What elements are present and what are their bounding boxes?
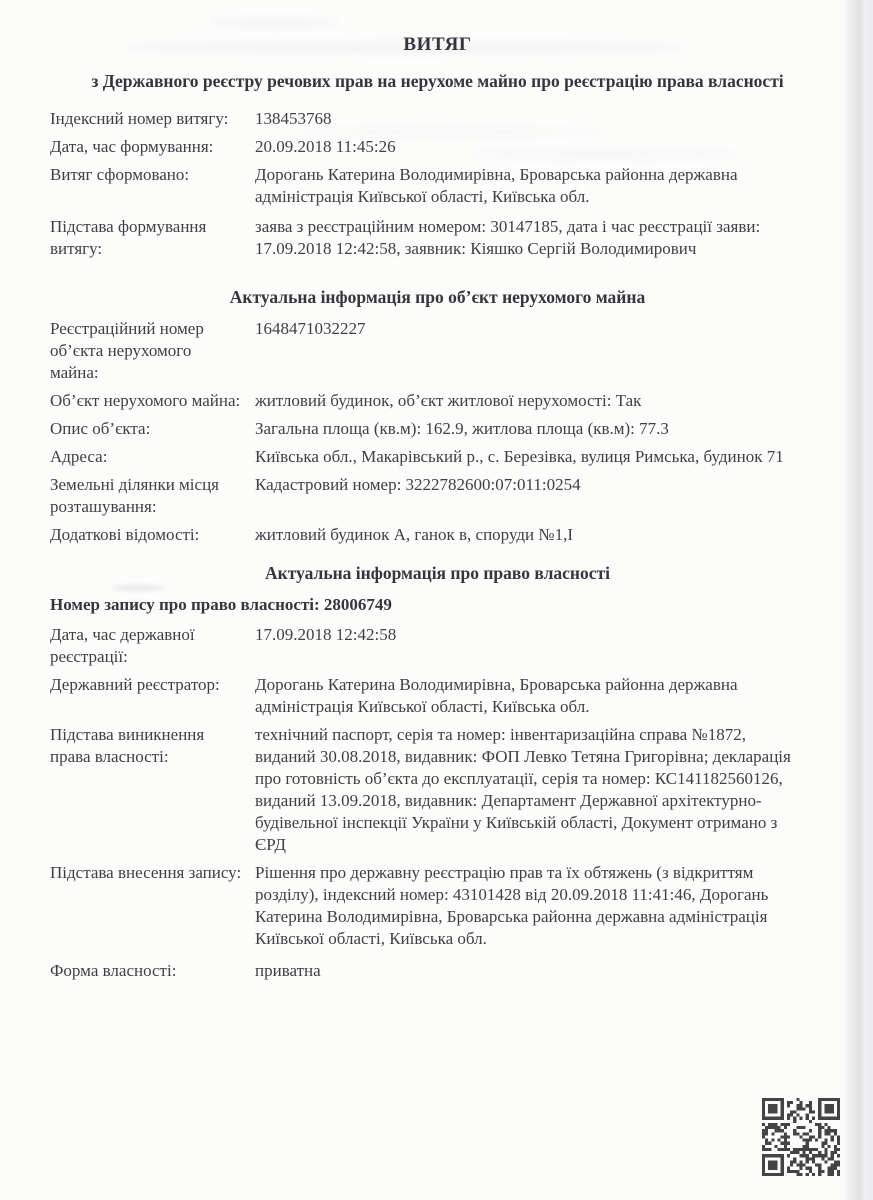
field-label: Опис об’єкта: (50, 419, 151, 438)
field-row-registration-number (50, 318, 825, 384)
field-label: Адреса: (50, 447, 108, 466)
field-label: Земельні ділянки місця розташування: (50, 475, 219, 516)
field-label: Форма власності: (50, 961, 177, 980)
field-row-object-description (50, 418, 825, 440)
field-value: приватна (255, 961, 321, 980)
field-row-state-registrar (50, 674, 825, 718)
ownership-section-heading: Актуальна інформація про право власності (265, 563, 610, 583)
field-value: технічний паспорт, серія та номер: інвентаризаційна справа №1872, виданий 30.08.2018, видавник: ФОП Левко Тетяна Григорівна; декларація про готовність об’єкта до експлуатації, серія та номер: КС141182560126, виданий 13.09.2018, видавник: Департамент Державної архітектурно-будівельної інспекції України у Київській області, Документ отримано з ЄРД (255, 725, 791, 854)
field-value: заява з реєстраційним номером: 30147185, дата і час реєстрації заяви: 17.09.2018 12:42:58, заявник: Кіяшко Сергій Володимирович (255, 217, 761, 258)
ownership-fields (50, 624, 825, 982)
field-row-record-entry-basis (50, 862, 825, 950)
property-fields (50, 318, 825, 546)
field-row-property-object (50, 390, 825, 412)
field-label: Підстава внесення запису: (50, 863, 242, 882)
field-value: житловий будинок, об’єкт житлової нерухомості: Так (255, 391, 642, 410)
field-label: Додаткові відомості: (50, 525, 200, 544)
field-value: 138453768 (255, 109, 332, 128)
field-row-index-number (50, 108, 825, 130)
ownership-record-number: Номер запису про право власності: 28006749 (50, 595, 392, 614)
field-label: Об’єкт нерухомого майна: (50, 391, 241, 410)
field-row-formed-by (50, 164, 825, 208)
field-value: Дорогань Катерина Володимирівна, Броварська районна державна адміністрація Київської області, Київська обл. (255, 165, 738, 206)
field-row-formation-basis (50, 216, 825, 260)
field-value: Київська обл., Макарівський р., с. Березівка, вулиця Римська, будинок 71 (255, 447, 784, 466)
field-row-land-plots (50, 474, 825, 518)
field-label: Дата, час формування: (50, 137, 214, 156)
qr-code-svg (762, 1098, 840, 1176)
field-value: Дорогань Катерина Володимирівна, Броварська районна державна адміністрація Київської області, Київська обл. (255, 675, 738, 716)
document-subtitle: з Державного реєстру речових прав на нерухоме майно про реєстрацію права власності (91, 71, 784, 91)
field-label: Дата, час державної реєстрації: (50, 625, 195, 666)
field-row-additional-info (50, 524, 825, 546)
field-label: Реєстраційний номер об’єкта нерухомого майна: (50, 319, 204, 382)
property-section-heading: Актуальна інформація про об’єкт нерухомого майна (229, 287, 646, 307)
field-label: Витяг сформовано: (50, 165, 190, 184)
field-label: Підстава виникнення права власності: (50, 725, 205, 766)
qr-code (762, 1098, 840, 1176)
field-row-ownership-form (50, 960, 825, 982)
field-value: 17.09.2018 12:42:58 (255, 625, 397, 644)
field-row-ownership-basis (50, 724, 825, 856)
field-value: 20.09.2018 11:45:26 (255, 137, 396, 156)
field-label: Підстава формування витягу: (50, 217, 207, 258)
header-fields (50, 108, 825, 260)
field-value: Кадастровий номер: 3222782600:07:011:0254 (255, 475, 581, 494)
field-row-formation-date (50, 136, 825, 158)
field-value: житловий будинок А, ганок в, споруди №1,I (255, 525, 573, 544)
field-label: Індексний номер витягу: (50, 109, 229, 128)
field-value: Загальна площа (кв.м): 162.9, житлова площа (кв.м): 77.3 (255, 419, 669, 438)
field-row-state-registration-date (50, 624, 825, 668)
document-title: ВИТЯГ (403, 34, 472, 55)
field-value: Рішення про державну реєстрацію прав та їх обтяжень (з відкриттям розділу), індексний номер: 43101428 від 20.09.2018 11:41:46, Дорогань Катерина Володимирівна, Броварська районна державна адміністрація Київської області, Київська обл. (255, 863, 769, 948)
field-row-address (50, 446, 825, 468)
field-label: Державний реєстратор: (50, 675, 220, 694)
field-value: 1648471032227 (255, 319, 366, 338)
